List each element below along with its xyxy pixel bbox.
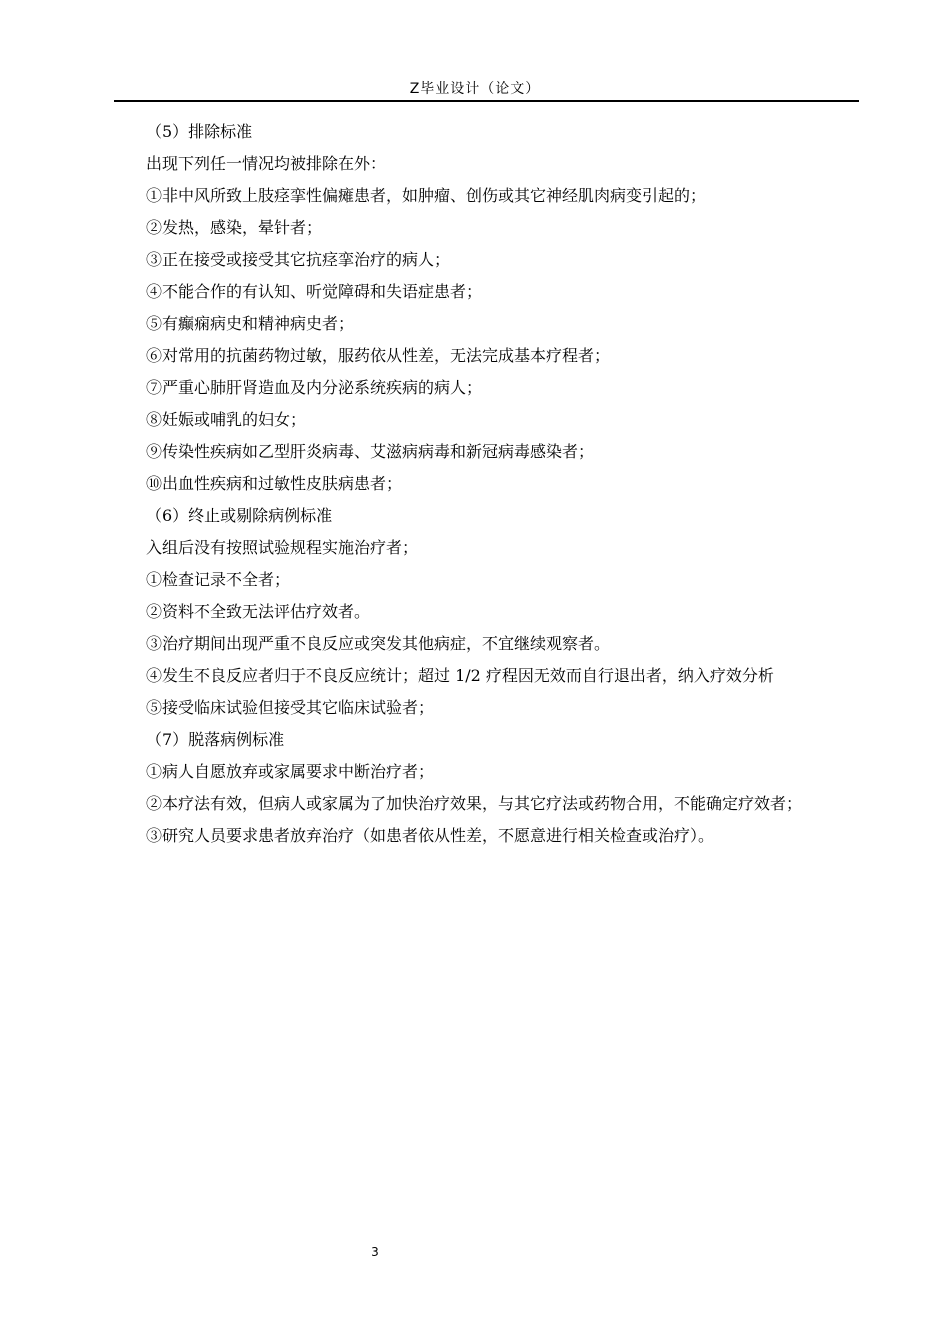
list-item: ⑤接受临床试验但接受其它临床试验者；	[146, 698, 435, 717]
list-item: ⑩出血性疾病和过敏性皮肤病患者；	[146, 474, 403, 493]
list-item: ①病人自愿放弃或家属要求中断治疗者；	[146, 762, 435, 781]
list-item: ②本疗法有效，但病人或家属为了加快治疗效果，与其它疗法或药物合用，不能确定疗效者；	[146, 794, 803, 813]
list-item: ⑨传染性疾病如乙型肝炎病毒、艾滋病病毒和新冠病毒感染者；	[146, 442, 595, 461]
list-item: ①检查记录不全者；	[146, 570, 291, 589]
section-heading-termination: （6）终止或剔除病例标准	[146, 506, 333, 525]
list-item: ⑤有癫痫病史和精神病史者；	[146, 314, 355, 333]
list-item: ③研究人员要求患者放弃治疗（如患者依从性差，不愿意进行相关检查或治疗）。	[146, 826, 715, 845]
list-item: ④发生不良反应者归于不良反应统计；超过 1/2 疗程因无效而自行退出者，纳入疗效分析	[146, 666, 774, 685]
section-heading-dropout: （7）脱落病例标准	[146, 730, 285, 749]
paragraph: 入组后没有按照试验规程实施治疗者；	[146, 538, 419, 557]
list-item: ③正在接受或接受其它抗痉挛治疗的病人；	[146, 250, 451, 269]
list-item: ②发热，感染，晕针者；	[146, 218, 323, 237]
section-heading-exclusion: （5）排除标准	[146, 122, 253, 141]
list-item: ⑧妊娠或哺乳的妇女；	[146, 410, 307, 429]
page-number: 3	[371, 1245, 379, 1259]
list-item: ③治疗期间出现严重不良反应或突发其他病症，不宜继续观察者。	[146, 634, 611, 653]
document-body	[114, 116, 859, 852]
list-item: ⑦严重心肺肝肾造血及内分泌系统疾病的病人；	[146, 378, 483, 397]
paragraph: 出现下列任一情况均被排除在外：	[146, 154, 387, 173]
page-header-title: Z毕业设计（论文）	[409, 81, 541, 97]
header-divider	[114, 100, 859, 102]
list-item: ①非中风所致上肢痉挛性偏瘫患者，如肿瘤、创伤或其它神经肌肉病变引起的；	[146, 186, 707, 205]
list-item: ②资料不全致无法评估疗效者。	[146, 602, 371, 621]
list-item: ④不能合作的有认知、听觉障碍和失语症患者；	[146, 282, 483, 301]
list-item: ⑥对常用的抗菌药物过敏，服药依从性差，无法完成基本疗程者；	[146, 346, 611, 365]
